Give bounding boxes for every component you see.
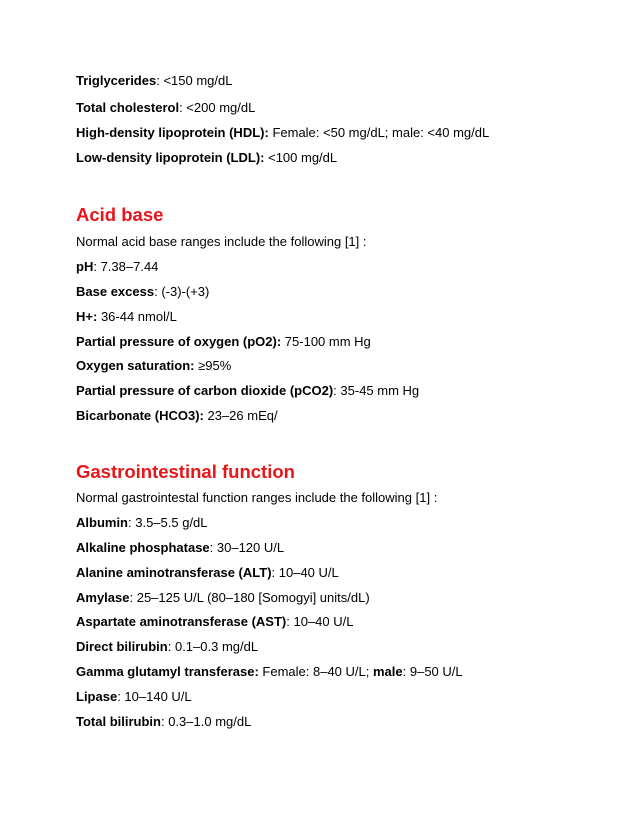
acid-base-label: pH bbox=[76, 259, 94, 274]
gastro-row-ast bbox=[76, 614, 353, 630]
gastro-label: Alanine aminotransferase (ALT) bbox=[76, 565, 272, 580]
lipid-row-hdl bbox=[76, 125, 489, 141]
separator: : bbox=[160, 714, 169, 729]
acid-base-row-h-plus bbox=[76, 309, 177, 325]
gastro-value: 25–125 U/L (80–180 [Somogyi] units/dL) bbox=[136, 590, 370, 605]
acid-base-value: 7.38–7.44 bbox=[100, 259, 159, 274]
lipid-value: <100 mg/dL bbox=[268, 150, 338, 165]
gastro-label: Albumin bbox=[76, 515, 128, 530]
acid-base-row-bicarbonate bbox=[76, 408, 278, 424]
gastro-row-total-bilirubin bbox=[76, 714, 251, 730]
acid-base-label: Partial pressure of oxygen (pO2): bbox=[76, 334, 282, 349]
acid-base-value: (-3)-(+3) bbox=[161, 284, 210, 299]
gastro-value: 10–40 U/L bbox=[278, 565, 339, 580]
separator: : bbox=[167, 639, 175, 654]
lipid-label: Total cholesterol bbox=[76, 100, 180, 115]
acid-base-label: Bicarbonate (HCO3): bbox=[76, 408, 204, 423]
gastro-value: 3.5–5.5 g/dL bbox=[135, 515, 208, 530]
gastro-value: Female: 8–40 U/L; bbox=[262, 664, 370, 679]
gastro-label: Gamma glutamyl transferase: bbox=[76, 664, 259, 679]
gastro-row-albumin bbox=[76, 515, 208, 531]
lipid-row-triglycerides bbox=[76, 73, 232, 89]
gastro-heading: Gastrointestinal function bbox=[76, 461, 295, 482]
acid-base-row-ph bbox=[76, 259, 158, 275]
gastro-ggt-male-value: : 9–50 U/L bbox=[402, 664, 463, 679]
gastro-row-direct-bilirubin bbox=[76, 639, 258, 655]
separator: : bbox=[209, 540, 217, 555]
gastro-label: Lipase bbox=[76, 689, 118, 704]
lipid-value: <200 mg/dL bbox=[186, 100, 256, 115]
gastro-row-amylase bbox=[76, 590, 370, 606]
gastro-value: 30–120 U/L bbox=[216, 540, 285, 555]
gastro-intro: Normal gastrointestal function ranges include the following [1] : bbox=[76, 490, 438, 505]
gastro-row-ggt bbox=[76, 664, 463, 680]
acid-base-value: 75-100 mm Hg bbox=[284, 334, 371, 349]
lipid-label: Triglycerides bbox=[76, 73, 157, 88]
gastro-label: Amylase bbox=[76, 590, 130, 605]
acid-base-row-po2 bbox=[76, 334, 371, 350]
gastro-value: 0.1–0.3 mg/dL bbox=[174, 639, 259, 654]
gastro-label: Alkaline phosphatase bbox=[76, 540, 210, 555]
lipid-row-total-cholesterol bbox=[76, 100, 255, 116]
separator: : bbox=[128, 515, 136, 530]
separator: : bbox=[93, 259, 101, 274]
lipid-row-ldl bbox=[76, 150, 337, 166]
gastro-value: 10–140 U/L bbox=[124, 689, 192, 704]
gastro-row-alkaline-phosphatase bbox=[76, 540, 284, 556]
gastro-row-lipase bbox=[76, 689, 192, 705]
lipid-label: Low-density lipoprotein (LDL): bbox=[76, 150, 265, 165]
acid-base-label: H+: bbox=[76, 309, 98, 324]
separator: : bbox=[117, 689, 125, 704]
acid-base-label: Base excess bbox=[76, 284, 155, 299]
gastro-ggt-male-label: male bbox=[373, 664, 403, 679]
acid-base-value: ≥95% bbox=[198, 358, 232, 373]
acid-base-value: 35-45 mm Hg bbox=[340, 383, 420, 398]
lipid-label: High-density lipoprotein (HDL): bbox=[76, 125, 269, 140]
gastro-value: 0.3–1.0 mg/dL bbox=[168, 714, 252, 729]
acid-base-row-base-excess bbox=[76, 284, 209, 300]
lipid-value: Female: <50 mg/dL; male: <40 mg/dL bbox=[272, 125, 490, 140]
gastro-label: Total bilirubin bbox=[76, 714, 161, 729]
separator: : bbox=[156, 73, 164, 88]
acid-base-row-oxygen-saturation bbox=[76, 358, 231, 374]
gastro-value: 10–40 U/L bbox=[293, 614, 354, 629]
separator: : bbox=[129, 590, 137, 605]
gastro-label: Aspartate aminotransferase (AST) bbox=[76, 614, 287, 629]
acid-base-value: 23–26 mEq/ bbox=[207, 408, 278, 423]
separator: : bbox=[154, 284, 162, 299]
separator: : bbox=[333, 383, 341, 398]
separator: : bbox=[179, 100, 187, 115]
gastro-label: Direct bilirubin bbox=[76, 639, 168, 654]
acid-base-intro: Normal acid base ranges include the following [1] : bbox=[76, 234, 367, 249]
acid-base-label: Oxygen saturation: bbox=[76, 358, 195, 373]
separator: : bbox=[286, 614, 294, 629]
gastro-row-alt bbox=[76, 565, 339, 581]
separator: : bbox=[271, 565, 279, 580]
acid-base-label: Partial pressure of carbon dioxide (pCO2) bbox=[76, 383, 334, 398]
acid-base-row-pco2 bbox=[76, 383, 419, 399]
acid-base-heading: Acid base bbox=[76, 204, 164, 225]
lipid-value: <150 mg/dL bbox=[163, 73, 233, 88]
acid-base-value: 36-44 nmol/L bbox=[100, 309, 177, 324]
